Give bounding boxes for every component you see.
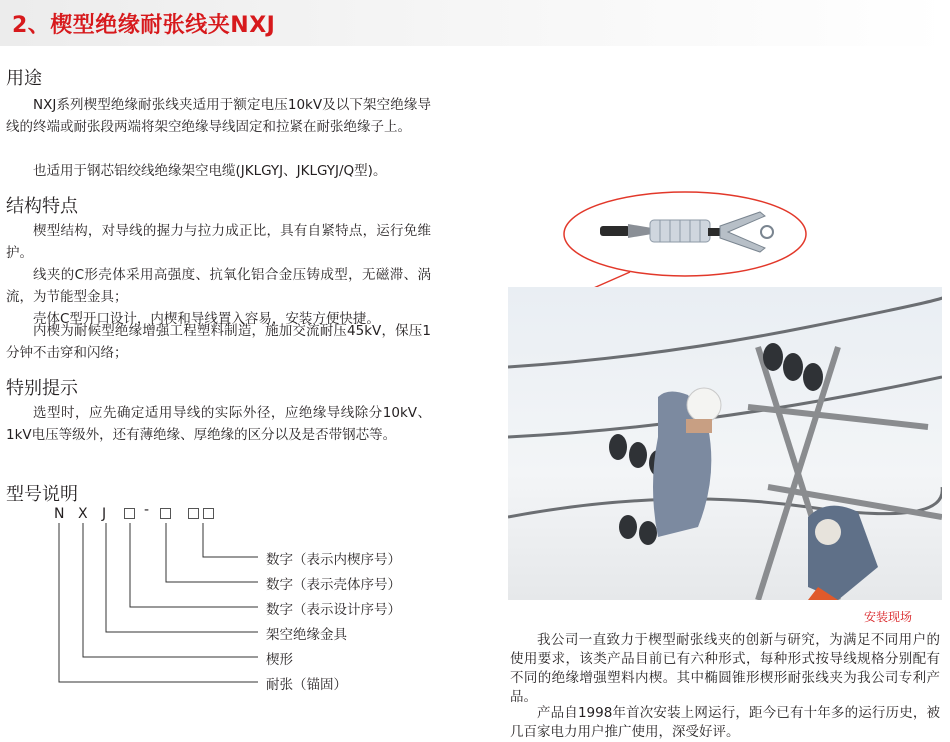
installation-scene (508, 287, 942, 600)
structure-paragraph-4: 内楔为耐候型绝缘增强工程塑料制造，施加交流耐压45kV，保压1分钟不击穿和闪络； (6, 323, 431, 361)
product-callout (560, 186, 810, 296)
structure-paragraph-2: 线夹的C形壳体采用高强度、抗氧化铝合金压铸成型，无磁滞、涡流，为节能型金具； (6, 267, 431, 305)
company-paragraph-2: 产品自1998年首次安装上网运行，距今已有十年多的运行历史，被几百家电力用户推广使用，深受好评。 (510, 705, 940, 740)
legend-wedge-number: 数字（表示内楔序号） (266, 552, 401, 568)
usage-heading: 用途 (6, 68, 42, 89)
code-letter-x: X (78, 506, 88, 522)
legend-wedge-type: 楔形 (266, 652, 293, 668)
legend-tension-anchor: 耐张（锚固） (266, 677, 347, 693)
code-dash: - (144, 502, 150, 518)
code-letter-n: N (54, 506, 65, 522)
usage-paragraph-2: 也适用于钢芯铝绞线绝缘架空电缆(JKLGYJ、JKLGYJ/Q型)。 (33, 163, 387, 179)
title-bar (0, 0, 950, 46)
structure-paragraph-1: 楔型结构，对导线的握力与拉力成正比，具有自紧特点，运行免维护。 (6, 223, 431, 261)
photo-caption: 安装现场 (864, 610, 913, 624)
code-letter-j: J (102, 506, 107, 522)
legend-design-number: 数字（表示设计序号） (266, 602, 401, 618)
company-paragraph-1: 我公司一直致力于楔型耐张线夹的创新与研究，为满足不同用户的使用要求，该类产品目前已有六种形式，每种形式按导线规格分别配有不同的绝缘增强塑料内楔。其中椭圆锥形楔形耐张线夹为我公司专利产品。 (510, 632, 940, 705)
model-heading: 型号说明 (6, 484, 78, 505)
structure-paragraph-3: 壳体C型开口设计，内楔和导线置入容易，安装方便快捷。 (33, 311, 380, 327)
installation-photo (508, 287, 942, 600)
legend-shell-number: 数字（表示壳体序号） (266, 577, 401, 593)
notice-paragraph: 选型时，应先确定适用导线的实际外径，应绝缘导线除分10kV、1kV电压等级外，还有薄绝缘、厚绝缘的区分以及是否带钢芯等。 (6, 405, 431, 443)
notice-heading: 特别提示 (6, 378, 78, 399)
legend-overhead-fitting: 架空绝缘金具 (266, 627, 347, 643)
page-title: 2、楔型绝缘耐张线夹NXJ (12, 13, 276, 38)
structure-heading: 结构特点 (6, 196, 78, 217)
usage-paragraph-1: NXJ系列楔型绝缘耐张线夹适用于额定电压10kV及以下架空绝缘导线的终端或耐张段两端将架空绝缘导线固定和拉紧在耐张绝缘子上。 (6, 97, 431, 135)
model-leader-lines (0, 500, 270, 700)
